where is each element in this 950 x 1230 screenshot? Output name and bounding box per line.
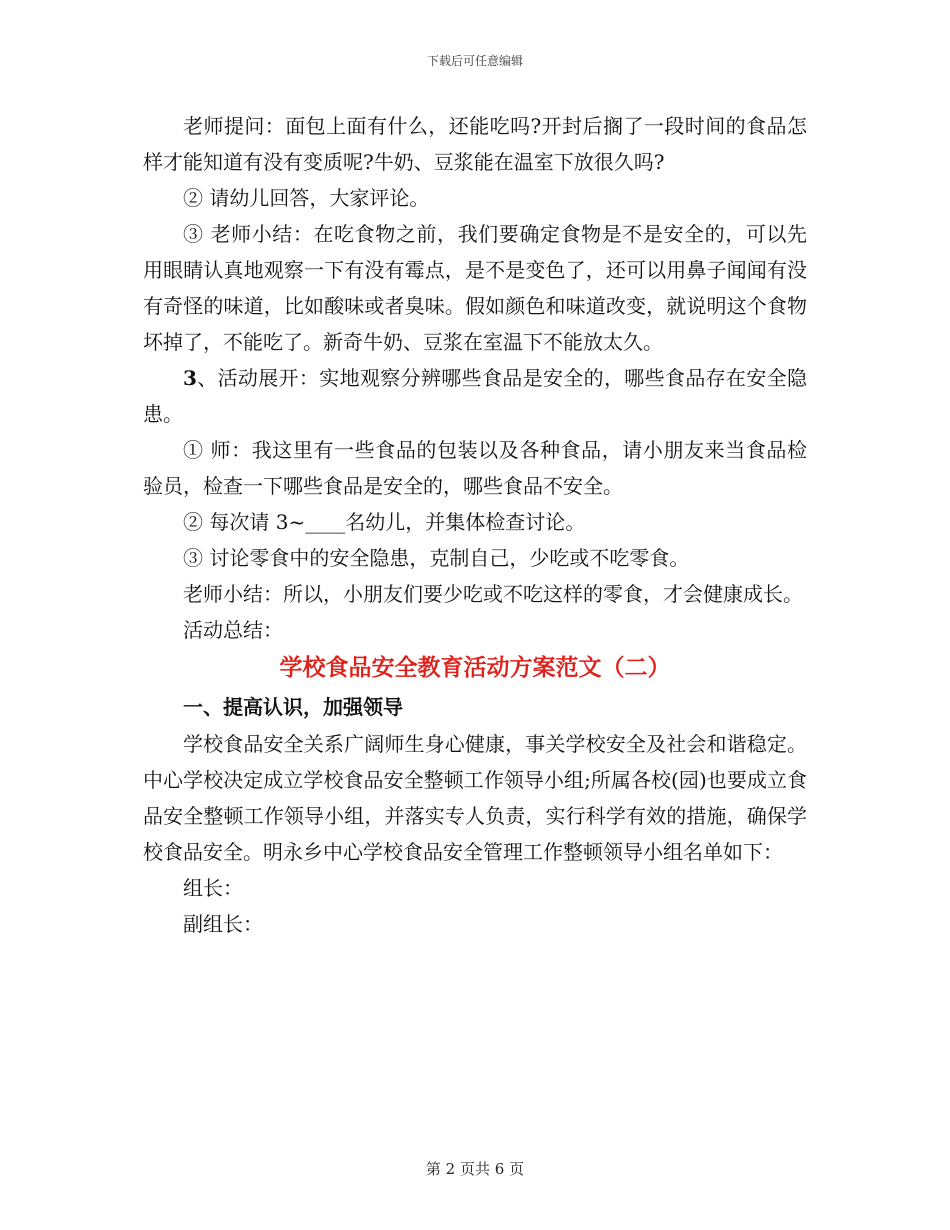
step-number: 3 (183, 366, 197, 390)
paragraph-team-leader: 组长： (183, 876, 243, 900)
paragraph-activity-step-3 (143, 360, 807, 432)
paragraph-snack-discussion: ③ 讨论零食中的安全隐患，克制自己，少吃或不吃零食。 (183, 546, 690, 570)
page-header: 下载后可任意编辑 (426, 54, 523, 68)
step-text: 、活动展开：实地观察分辨哪些食品是安全的，哪些食品存在安全隐患。 (143, 366, 807, 426)
section-title: 学校食品安全教育活动方案范文（二） (279, 654, 671, 681)
paragraph-deputy-leader: 副组长： (183, 912, 263, 936)
paragraph-teacher-conclusion: 老师小结：所以，小朋友们要少吃或不吃这样的零食，才会健康成长。 (183, 582, 803, 606)
document-body (143, 108, 807, 942)
paragraph-group-check: ② 每次请 3~____名幼儿，并集体检查讨论。 (183, 510, 586, 534)
section-heading: 一、提高认识，加强领导 (183, 695, 403, 719)
paragraph-activity-summary: 活动总结： (183, 618, 283, 642)
paragraph-teacher-instruction: ① 师：我这里有一些食品的包装以及各种食品，请小朋友来当食品检验员，检查一下哪些食品是安全的，哪些食品不安全。 (143, 438, 807, 498)
paragraph-school-food-safety: 学校食品安全关系广阔师生身心健康，事关学校安全及社会和谐稳定。中心学校决定成立学校食品安全整顿工作领导小组;所属各校(园)也要成立食品安全整顿工作领导小组，并落实专人负责，实行科学有效的措施，确保学校食品安全。明永乡中心学校食品安全管理工作整顿领导小组名单如下： (143, 732, 807, 864)
page-footer: 第 2 页共 6 页 (425, 1160, 525, 1178)
paragraph-children-answer: ② 请幼儿回答，大家评论。 (183, 186, 430, 210)
paragraph-teacher-question: 老师提问：面包上面有什么，还能吃吗?开封后搁了一段时间的食品怎样才能知道有没有变质呢?牛奶、豆浆能在温室下放很久吗? (143, 114, 807, 174)
paragraph-teacher-summary: ③ 老师小结：在吃食物之前，我们要确定食物是不是安全的，可以先用眼睛认真地观察一下有没有霉点，是不是变色了，还可以用鼻子闻闻有没有奇怪的味道，比如酸味或者臭味。假如颜色和味道改变，就说明这个食物坏掉了，不能吃了。新奇牛奶、豆浆在室温下不能放太久。 (143, 222, 807, 354)
